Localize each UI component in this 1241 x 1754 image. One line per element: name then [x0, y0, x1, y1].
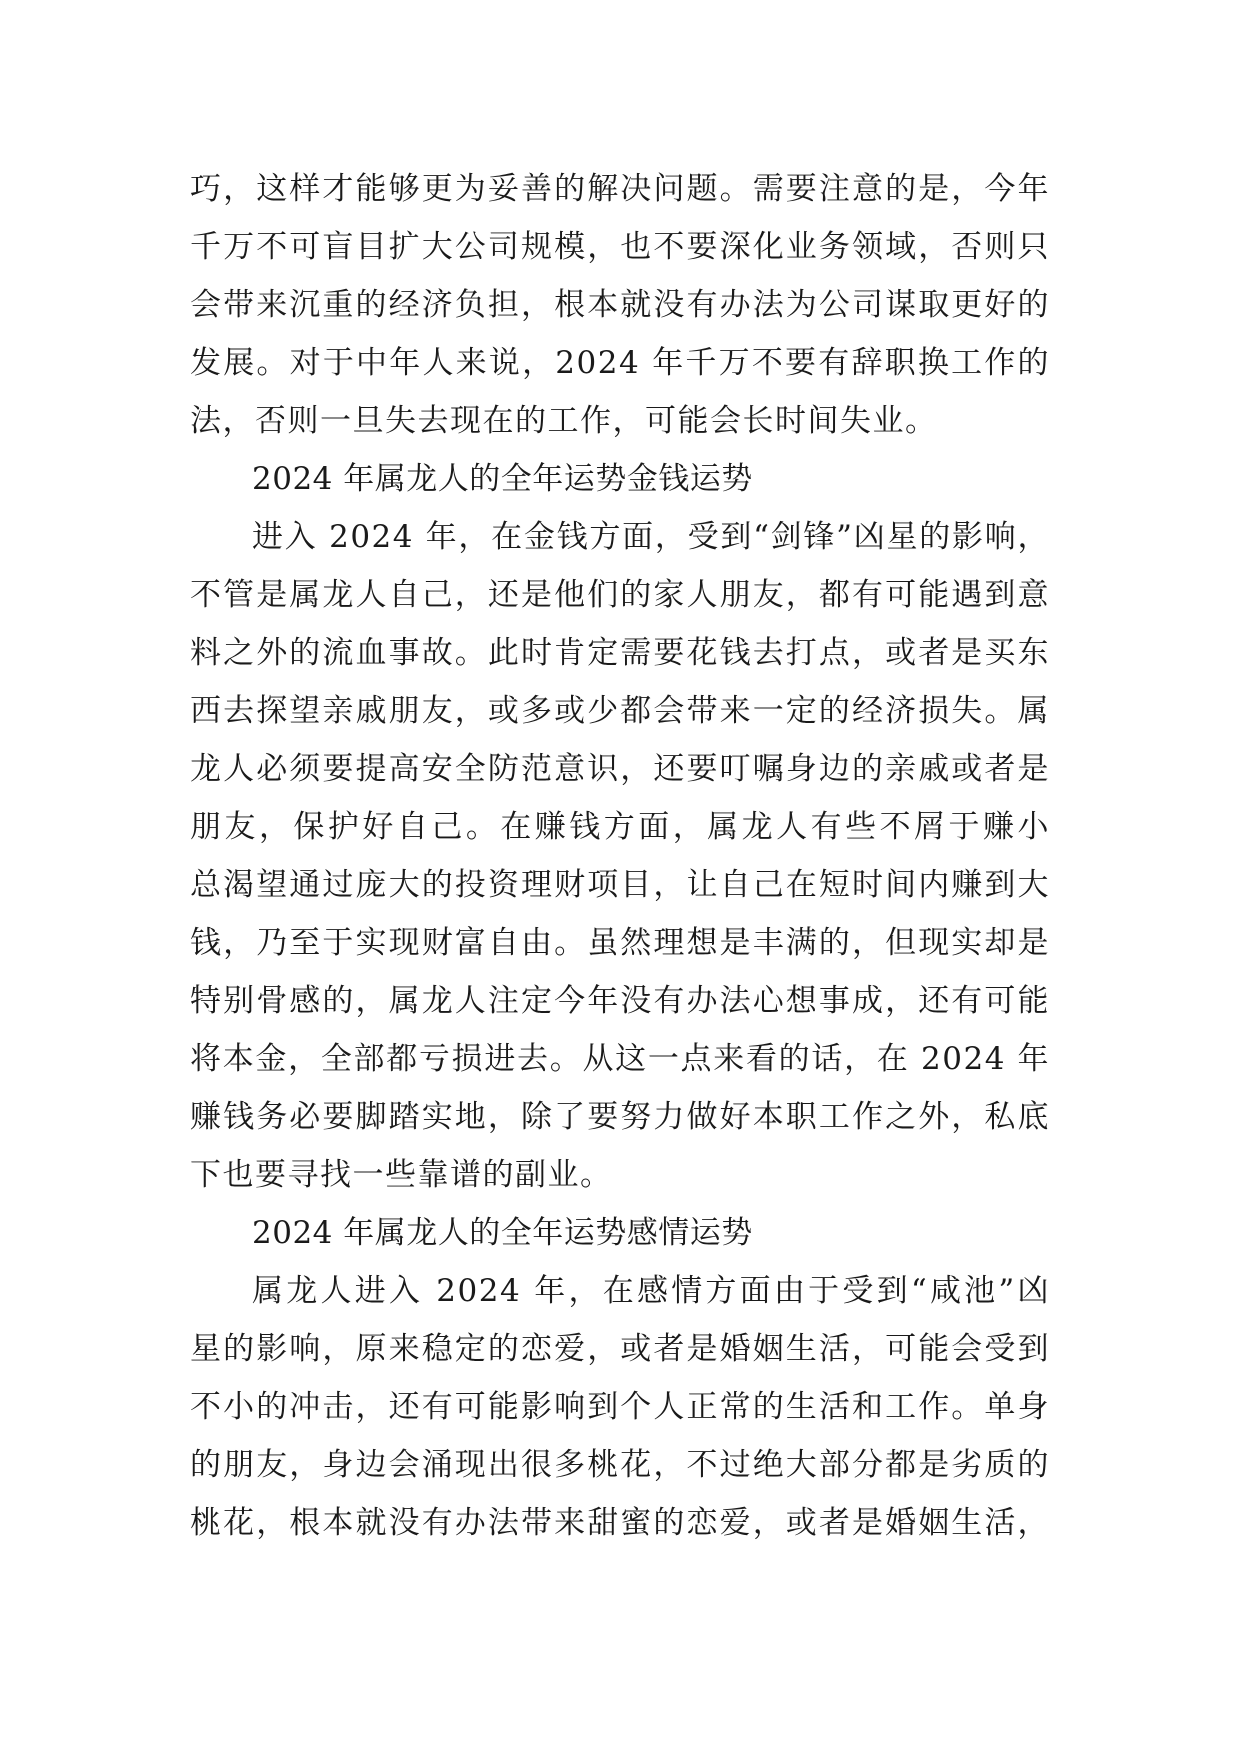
text-line: 会带来沉重的经济负担，根本就没有办法为公司谋取更好的: [190, 287, 1050, 323]
text-line: 朋友，保护好自己。在赚钱方面，属龙人有些不屑于赚小: [190, 809, 1050, 845]
text-line: 的朋友，身边会涌现出很多桃花，不过绝大部分都是劣质的: [190, 1447, 1050, 1483]
text-line: 巧，这样才能够更为妥善的解决问题。需要注意的是，今年: [190, 171, 1050, 207]
text-line: 星的影响，原来稳定的恋爱，或者是婚姻生活，可能会受到: [190, 1331, 1050, 1367]
text-line: 总渴望通过庞大的投资理财项目，让自己在短时间内赚到大: [190, 867, 1050, 903]
section-heading-love: 2024 年属龙人的全年运势感情运势: [252, 1215, 753, 1251]
text-line: 发展。对于中年人来说，2024 年千万不要有辞职换工作的: [190, 345, 1050, 381]
text-line: 属龙人进入 2024 年，在感情方面由于受到“咸池”凶: [252, 1273, 1050, 1309]
text-line: 钱，乃至于实现财富自由。虽然理想是丰满的，但现实却是: [190, 925, 1050, 961]
text-line: 不小的冲击，还有可能影响到个人正常的生活和工作。单身: [190, 1389, 1050, 1425]
text-line: 法，否则一旦失去现在的工作，可能会长时间失业。: [190, 403, 938, 439]
section-heading-money: 2024 年属龙人的全年运势金钱运势: [252, 461, 753, 497]
text-line: 千万不可盲目扩大公司规模，也不要深化业务领域，否则只: [190, 229, 1050, 265]
text-line: 赚钱务必要脚踏实地，除了要努力做好本职工作之外，私底: [190, 1099, 1050, 1135]
text-line: 料之外的流血事故。此时肯定需要花钱去打点，或者是买东: [190, 635, 1050, 671]
text-line: 下也要寻找一些靠谱的副业。: [190, 1157, 613, 1193]
text-line: 西去探望亲戚朋友，或多或少都会带来一定的经济损失。属: [190, 693, 1050, 729]
document-body: [190, 160, 1050, 1552]
text-line: 将本金，全部都亏损进去。从这一点来看的话，在 2024 年: [190, 1041, 1050, 1077]
text-line: 特别骨感的，属龙人注定今年没有办法心想事成，还有可能: [190, 983, 1050, 1019]
text-line: 桃花，根本就没有办法带来甜蜜的恋爱，或者是婚姻生活，: [190, 1505, 1050, 1541]
text-line: 不管是属龙人自己，还是他们的家人朋友，都有可能遇到意: [190, 577, 1050, 613]
text-line: 进入 2024 年，在金钱方面，受到“剑锋”凶星的影响，: [252, 519, 1050, 555]
text-line: 龙人必须要提高安全防范意识，还要叮嘱身边的亲戚或者是: [190, 751, 1050, 787]
